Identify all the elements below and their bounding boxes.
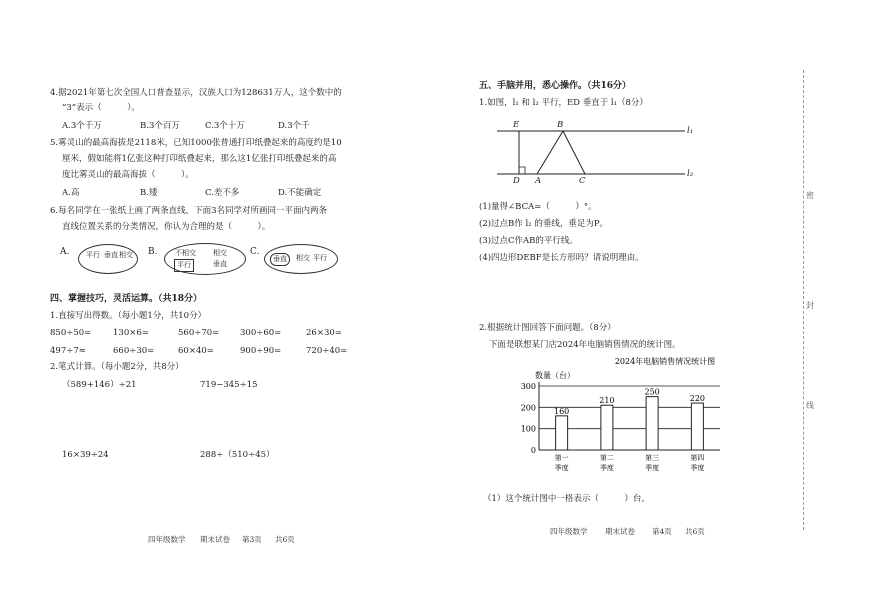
chart-ylabel: 数量（台） xyxy=(535,371,575,380)
chart-category-label: 第四 xyxy=(690,454,705,462)
oral-calc-4: 300÷60= xyxy=(240,328,282,338)
chart-data-label: 220 xyxy=(689,394,706,404)
q4-option-a: A.3个千万 xyxy=(62,121,102,131)
chart-category-label: 季度 xyxy=(645,464,660,472)
q4-option-b: B.3个百万 xyxy=(140,121,180,131)
q6-a-item3: 相交 xyxy=(119,251,133,259)
q6-b-item2: 平行 xyxy=(174,259,194,272)
sales-bar-chart xyxy=(515,354,735,480)
q6-line2: 直线位置关系的分类情况，你认为合理的是（ ）。 xyxy=(62,222,271,232)
oral-calc-7: 660÷30= xyxy=(113,346,155,356)
point-e: E xyxy=(513,120,520,130)
point-d: D xyxy=(513,176,520,186)
footer-right-page: 第4页 xyxy=(652,527,672,536)
footer-left-subject: 四年级数学 xyxy=(148,535,186,544)
footer-left-page: 第3页 xyxy=(242,535,262,544)
section4-q2: 2.笔式计算。（每小题2分，共8分） xyxy=(50,362,184,372)
oral-calc-2: 130×6= xyxy=(113,328,149,338)
section4-title: 四、掌握技巧，灵活运算。（共18分） xyxy=(50,294,203,304)
footer-right-exam: 期末试卷 xyxy=(605,527,635,536)
q6-option-b-label: B. xyxy=(148,247,158,257)
q6-b-item4: 垂直 xyxy=(213,260,227,268)
footer-right-total: 共6页 xyxy=(685,527,705,536)
chart-category-label: 季度 xyxy=(554,464,569,472)
section5-sub4: (4)四边形DEBF是长方形吗？请说明理由。 xyxy=(479,253,644,263)
q6-option-a-label: A. xyxy=(60,247,70,257)
q5-option-c: C.差不多 xyxy=(205,188,240,198)
chart-bar xyxy=(556,416,568,450)
section5-sub1: (1)量得∠BCA=（ ）°。 xyxy=(479,202,597,212)
q4-option-c: C.3个十万 xyxy=(205,121,245,131)
chart-data-label: 160 xyxy=(553,406,570,416)
oral-calc-10: 720÷40= xyxy=(306,346,348,356)
point-a: A xyxy=(535,176,542,186)
section5-title: 五、手脑并用，悉心操作。（共16分） xyxy=(479,81,632,91)
q6-a-item1: 平行 xyxy=(86,251,100,259)
q4-line1: 4.据2021年第七次全国人口普查显示，汉族人口为128631万人，这个数中的 xyxy=(50,88,342,98)
side-char-feng: 封 xyxy=(806,301,814,310)
q5-line1: 5.雾灵山的最高海拔是2118米，已知1000张普通打印纸叠起来的高度约是10 xyxy=(50,138,342,148)
oral-calc-1: 850÷50= xyxy=(50,328,92,338)
q6-c-item1: 垂直 xyxy=(270,253,290,266)
q5-line3: 度比雾灵山的最高海拔（ ）。 xyxy=(62,170,194,180)
chart-tick-label: 0 xyxy=(530,446,536,455)
chart-category-label: 季度 xyxy=(690,464,705,472)
chart-title: 2024年电脑销售情况统计图 xyxy=(614,357,716,366)
oral-calc-9: 900÷90= xyxy=(240,346,282,356)
q2-sub1: （1）这个统计图中一格表示（ ）台。 xyxy=(483,494,650,504)
chart-bar xyxy=(601,405,613,450)
q5-option-d: D.不能确定 xyxy=(278,188,322,198)
oral-calc-8: 60×40= xyxy=(178,346,214,356)
q5-option-b: B.矮 xyxy=(140,188,158,198)
q6-option-c-label: C. xyxy=(250,247,260,257)
q2-title: 2.根据统计图回答下面问题。（8分） xyxy=(479,323,616,333)
written-calc-4: 288÷（510÷45） xyxy=(200,450,275,460)
label-l1: l₁ xyxy=(687,126,694,136)
section5-sub3: (3)过点C作AB的平行线。 xyxy=(479,236,578,246)
written-calc-3: 16×39÷24 xyxy=(62,450,109,460)
q4-line2: “3”表示（ ）。 xyxy=(62,103,140,113)
chart-tick-label: 200 xyxy=(520,403,536,413)
chart-bar xyxy=(691,403,703,450)
footer-left-total: 共6页 xyxy=(275,535,295,544)
segment-ab xyxy=(537,131,563,174)
segment-bc xyxy=(563,131,585,174)
q5-option-a: A.高 xyxy=(62,188,80,198)
chart-data-label: 250 xyxy=(644,387,660,397)
section5-sub2: (2)过点B作 l₂ 的垂线，垂足为P。 xyxy=(479,219,609,229)
oral-calc-6: 497÷7≈ xyxy=(50,346,86,356)
side-char-xian: 线 xyxy=(806,401,814,410)
chart-tick-label: 100 xyxy=(520,424,536,434)
q6-a-item2: 垂直 xyxy=(104,251,118,259)
point-b: B xyxy=(557,120,564,130)
q6-b-item3: 相交 xyxy=(213,249,227,257)
q6-c-item3: 平行 xyxy=(313,254,327,262)
side-char-mi: 密 xyxy=(806,191,814,200)
chart-bar xyxy=(646,397,658,450)
footer-right-subject: 四年级数学 xyxy=(550,527,588,536)
written-calc-1: （589+146）÷21 xyxy=(62,380,137,390)
chart-category-label: 第一 xyxy=(554,454,569,462)
chart-category-label: 第二 xyxy=(599,454,614,462)
section5-q1: 1.如图，l₁ 和 l₂ 平行，ED 垂直于 l₁（8分） xyxy=(479,98,648,108)
point-c: C xyxy=(579,176,586,186)
q2-desc: 下面是联想某门店2024年电脑销售情况的统计图。 xyxy=(489,340,681,350)
chart-category-label: 季度 xyxy=(599,464,614,472)
written-calc-2: 719−345÷15 xyxy=(200,380,258,390)
chart-tick-label: 300 xyxy=(520,382,536,391)
q5-line2: 厘米，假如能将1亿张这种打印纸叠起来，那么这1亿张打印纸叠起来的高 xyxy=(62,154,337,164)
right-angle-mark xyxy=(519,167,525,174)
q6-line1: 6.每名同学在一张纸上画了两条直线，下面3名同学对所画同一平面内两条 xyxy=(50,206,328,216)
footer-left-exam: 期末试卷 xyxy=(200,535,230,544)
q6-b-item1: 不相交 xyxy=(175,249,196,257)
oral-calc-3: 560÷70= xyxy=(178,328,220,338)
oral-calc-5: 26×30= xyxy=(306,328,342,338)
binding-line xyxy=(803,70,804,530)
q4-option-d: D.3个千 xyxy=(278,121,310,131)
chart-category-label: 第三 xyxy=(645,454,660,462)
chart-data-label: 210 xyxy=(599,396,615,406)
label-l2: l₂ xyxy=(687,169,694,179)
section4-q1: 1.直接写出得数。（每小题1分，共10分） xyxy=(50,311,207,321)
q6-c-item2: 相交 xyxy=(296,254,310,262)
